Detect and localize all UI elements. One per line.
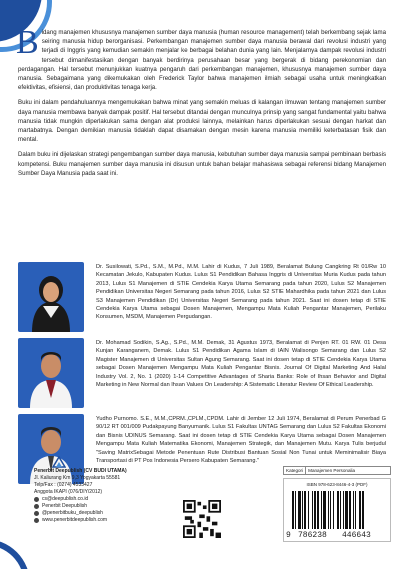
qr-code-icon xyxy=(183,500,221,538)
email-icon xyxy=(34,497,39,502)
publisher-logo-icon xyxy=(52,456,66,468)
barcode-group-2: 446643 xyxy=(342,531,371,540)
author-bio: Yudho Purnomo. S.E., M.M.,CPRM.,CPLM.,CPDM. Lahir di Jember 12 Juli 1974, Beralamat di Perum Penerbad G 90/12 RT 001/009 Pudakpayung Banyumanik. Lulus S1 Fakultas UNTAG Semarang dan Lulus S2 Fakultas Ekonomi dan Bisnis UDINUS Semarang. Saat ini dosen tetap di STIE Cendekia Karya Utama sebagai Dosen Manajemen Mengampu Mata Kuliah Matematika Ekonomi, Manajemen Strategik, dan Manajemen Mutu. Karya Tulis berjudul "Saving MatrixSebagai Metode Penentuan Rute Distribusi Bantuan Sosial Non Tunai untuk Meminimalisir Biaya Transportasi di PT Pos Indonesia Persero Kabupaten Semarang." xyxy=(96,416,386,465)
synopsis xyxy=(16,24,386,184)
category-label: Kategori xyxy=(286,468,304,473)
barcode-bars-icon xyxy=(292,491,384,529)
author-bio: Dr. Susilowati, S.Pd., S.M., M.Pd., M.M. Lahir di Kudus, 7 Juli 1989, Beralamat Bulung Cangkring Rt 01/Rw 10 Kecamatan Jekulo, Kabupaten Kudus. Lulus S1 Pendidikan Bahasa Inggris di Universitas Muria Kudus pada tahun 2013, Lulus S1 Manajemen di STIE Cendekia Karya Utama Semarang pada tahun 2020, Lulus S2 Manajemen Pendidikan Universitas Negeri Semarang pada tahun 2016, Lulus S2 STIE Mahardhika pada tahun 2021 dan Lulus S3 Manajemen Pendidikan (Dr) Universitas Negeri Semarang pada tahun 2021. Saat ini dosen tetap di STIE Cendekia Karya Utama sebagai Dosen Manajemen, Mengampu Mata Kuliah Pengantar Manajemen, Perilaku Konsumen, MSDM, Manajemen Pergudangan. xyxy=(96,264,386,321)
publisher-member: Anggota IKAPI (076/DIY/2012) xyxy=(34,489,103,495)
publisher-name: Penerbit Deepublish (CV BUDI UTAMA) xyxy=(34,468,127,474)
facebook-icon xyxy=(34,504,39,509)
drop-cap: B xyxy=(16,24,39,61)
publisher-facebook-row xyxy=(34,503,127,510)
publisher-info xyxy=(34,468,127,524)
globe-icon xyxy=(34,518,39,523)
synopsis-paragraph-2: Buku ini dalam pendahuluannya mengemukakan bahwa minat yang semakin meluas di kalangan ilmuwan tentang manajemen sumber daya manusia membawa banyak dampak positif. Hal tersebut ditandai dengan munculnya prinsip yang sangat fundamental yaitu bahwa manusia tidak mungkin diperlakukan sama dengan alat produksi lainnya, melainkan harus diperlakukan sesuai dengan harkat dan martabatnya. Dengan demikian manusia tidaklah dapat disamakan dengan mesin karena manusia memiliki keterbatasan fisik dan mental. xyxy=(18,99,386,144)
publisher-instagram: @penerbitbuku_deepublish xyxy=(42,510,103,516)
publisher-website-row xyxy=(34,517,127,524)
synopsis-paragraph-1-text: idang manajemen khususnya manajemen sumber daya manusia (human resource management) telah berkembang sejak lama seiring manusia hidup berorganisasi. Perkembangan manajemen sumber daya manusia berawal dari revolusi industri yang terjadi di Inggris yang kemudian semakin menjalar ke berbagai belahan dunia yang lain. Menjalarnya dampak revolusi industri tersebut dimanifestasikan dengan banyak berdirinya perusahaan besar yang bergerak di bidang perekonomian dan perdagangan. Hal tersebut menunjukkan kuatnya pengaruh dari perkembangan manajemen, khususnya manajemen sumber daya manusia. Sebagaimana yang dikemukakan oleh Frederick Taylor bahwa manajemen ilmiah sebagai usaha untuk meningkatkan efektivitas, efisiensi, dan produktivitas tenaga kerja. xyxy=(18,29,386,92)
author-photo xyxy=(18,338,84,408)
barcode-lead-digit: 9 xyxy=(286,531,291,540)
isbn-text: ISBN 978-623-8446-4-3 (PDF) xyxy=(306,482,368,487)
author-bio: Dr. Mohamad Sodikin, S.Ag., S.Pd., M.M. Demak, 31 Agustus 1973, Beralamat di Penjen RT. 01 RW. 01 Desa Kunjan Karanganem, Demak. Lulus S1 Pendidikan Agama Islam di IAIN Walisongo Semarang dan Lulus S2 Magister Manajemen di Universitas Sultan Agung Semarang. Saat ini dosen tetap di STIE Cendekia Karya Utama sebagai Dosen Manajemen Mengampu Mata Kuliah Pengantar Bisnis. Journal Of Digital Marketing And Halal Industry Vol. 2, No. 1 (2020) 1-14 Competitive Advantages of Sharia Banks: Role of Ihsan Behavior and Digital Marketing in New Normal dan Ihsan Values On Leadership: A Sistematic Literatur Review Of Ethical Leadership. xyxy=(96,340,386,389)
instagram-icon xyxy=(34,511,39,516)
publisher-website: www.penerbitdeepublish.com xyxy=(42,517,108,523)
author-card xyxy=(18,338,388,408)
publisher-address: Jl. Kaliurang Km 9,3 Yogyakarta 55581 xyxy=(34,475,121,481)
author-card xyxy=(18,262,388,332)
publisher-instagram-row xyxy=(34,510,127,517)
isbn-barcode xyxy=(283,478,391,542)
publisher-phone: Telp/Fax : (0274) 4533427 xyxy=(34,482,93,488)
barcode-group-1: 786238 xyxy=(298,531,327,540)
author-photo xyxy=(18,262,84,332)
publisher-email-row xyxy=(34,496,127,503)
category-value: Manajemen Personalia xyxy=(308,468,356,473)
synopsis-paragraph-1 xyxy=(16,24,386,92)
publisher-facebook: Penerbit Deepublish xyxy=(42,503,88,509)
synopsis-paragraph-3: Dalam buku ini dijelaskan strategi pengembangan sumber daya manusia, kebutuhan sumber daya manusia sampai pembinaan berbasis kompetensi. Buku manajemen sumber daya manusia ini disusun untuk bahan belajar mahasiswa sebagai referensi bidang Manajemen Sumber Daya Manusia pada saat ini. xyxy=(18,151,386,177)
footer xyxy=(0,456,405,569)
category-box xyxy=(283,466,391,475)
publisher-email: cs@deepublish.co.id xyxy=(42,496,89,502)
